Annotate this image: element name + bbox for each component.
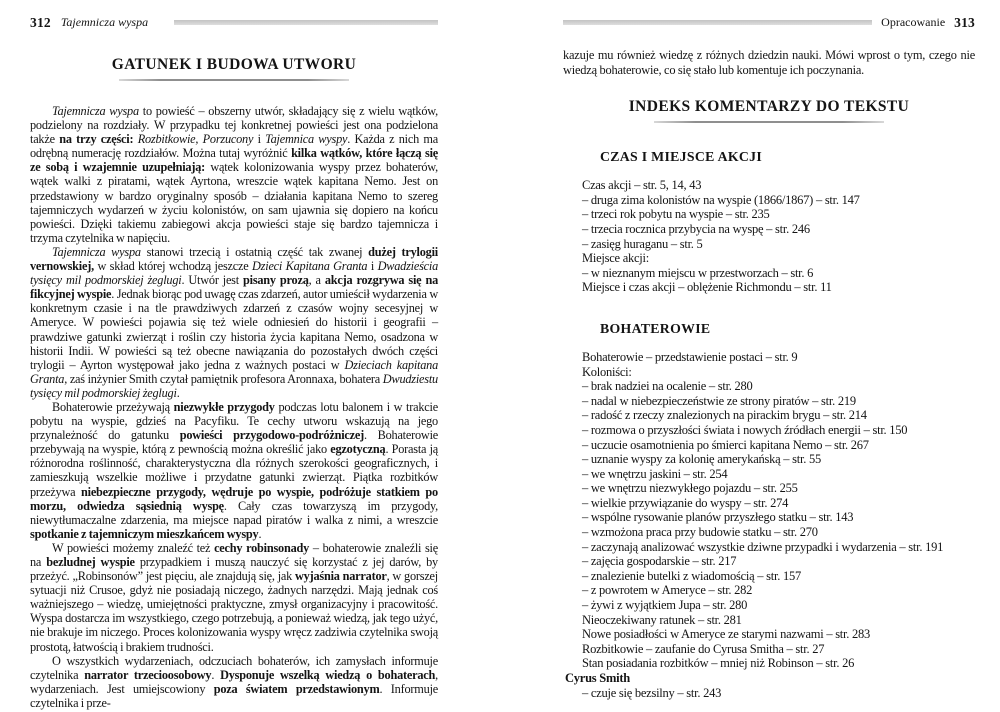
bold-text: spotkanie z tajemniczym mieszkańcem wyspy [30,526,259,541]
text-run: stanowi trzecią i ostatnią część tak zwanej [140,244,369,259]
index-entry: Stan posiadania rozbitków – mniej niż Robinson – str. 26 [582,656,855,671]
left-page [30,16,438,710]
index-entry: Rozbitkowie – zaufanie do Cyrusa Smitha – str. 27 [582,641,825,656]
right-section-title: INDEKS KOMENTARZY DO TEKSTU [628,98,910,116]
italic-text: Dwadzieścia tysięcy mil podmorskiej żeglugi [30,259,439,288]
index-entry: Nieoczekiwany ratunek – str. 281 [582,612,742,627]
bold-text: wyjaśnia narrator [295,569,387,584]
left-title-underline [119,79,349,81]
text-run: , w gorszej sytuacji niż Crusoe, gdyż nie posiadają niczego, żadnych narzędzi. Mają jednak coś ważniejszego – wiedzę, umiejętności praktyczne, zmysł organizacyjny i pracowitość. Wyspa dostarcza im wszystkiego, czego potrzebują, a ponieważ wiedzą, jak tego użyć, nie brakuje im niczego. Proces kolonizowania wyspy wręcz zadziwia czytelnika swoją prostotą, łatwością i brakiem trudności. [30,569,438,654]
text-run: . [176,385,180,400]
bold-text: dużej trylogii vernowskiej, [30,244,439,274]
bold-text: niebezpieczne przygody, wędruje po wyspie, podróżuje statkiem po morzu, odwiedza sąsiednią wyspę [30,484,438,513]
index-entry: – uznanie wyspy za kolonię amerykańską – str. 55 [582,452,821,467]
bold-text: poza światem przedstawionym [213,681,380,696]
index-entry: – trzeci rok pobytu na wyspie – str. 235 [582,207,770,222]
index-entry: – we wnętrzu niezwykłego pojazdu – str. 255 [582,481,798,496]
index-entry: – zasięg huraganu – str. 5 [582,236,703,251]
index-entry: – we wnętrzu jaskini – str. 254 [582,466,728,481]
bold-text: egzotyczną [330,442,386,457]
continuation-paragraph [563,48,975,77]
italic-text: Dzieci Kapitana Granta [252,259,368,274]
text-run: . [258,526,262,541]
text-run: . [211,667,221,682]
right-running-header [563,16,975,29]
index-entry: – trzecia rocznica przybycia na wyspę – str. 246 [582,221,810,236]
bold-text: bezludnej wyspie [46,555,135,569]
text-run: . Utwór jest [181,273,243,288]
text-run: kazuje mu również wiedzę z różnych dziedzin nauki. Mówi wprost o tym, czego nie wiedzą bohaterowie, co się stało lub komentuje ich poczynania. [563,48,975,77]
italic-text: Rozbitkowie, Porzucony [137,132,254,147]
text-run: i [253,132,266,147]
italic-text: Tajemnicza wyspa [52,104,139,118]
text-run: , a [308,273,325,288]
text-run: . Informuje czytelnika i prze- [30,681,438,710]
right-running-title: Opracowanie [881,15,946,29]
left-section-title: GATUNEK I BUDOWA UTWORU [111,56,357,73]
index-entry: – brak nadziei na ocalenie – str. 280 [582,379,753,394]
text-run: . Każda z nich ma odrębną numerację rozdziałów. Można tutaj wyróżnić [30,132,438,161]
text-run: Bohaterowie przeżywają [52,399,174,414]
right-title-underline [654,121,884,123]
left-header-rule-bar [174,20,438,25]
text-run: . Bohaterowie przebywają na wyspie, którą z pewnością można określić jako [30,428,439,457]
bold-text: na trzy części: [59,132,134,147]
index-entry: – rozmowa o przyszłości świata i nowych źródłach energii – str. 150 [582,422,908,437]
text-run: przypadkiem i muszą nauczyć się korzystać z jej darów, by przeżyć. „Robinsonów” jest pięciu, ale znajdują się, jak [30,555,438,584]
index-entry: – w nieznanym miejscu w przestworzach – str. 6 [582,265,814,280]
index-entry: – uczucie osamotnienia po śmierci kapitana Nemo – str. 267 [582,437,869,452]
text-run: , wydarzeniach. Jest umiejscowiony [30,667,438,696]
index-entry: Miejsce i czas akcji – oblężenie Richmondu – str. 11 [582,280,832,295]
left-page-number: 312 [30,14,51,30]
index-entry: – wielkie przywiązanie do wyspy – str. 274 [582,495,789,510]
index-character-heading: Cyrus Smith [565,671,630,685]
body-paragraph [30,245,438,400]
italic-text: Tajemnica wyspy [265,132,348,147]
right-header-rule-bar [563,20,872,25]
bold-text: powieści przygodowo-podróżniczej [179,428,364,443]
index-entry: Bohaterowie – przedstawienie postaci – str. 9 [582,349,798,364]
text-run: i [367,259,378,274]
body-paragraph [30,654,438,710]
index-entry: – z powrotem w Ameryce – str. 282 [582,583,753,598]
index-entry: – nadal w niebezpieczeństwie ze strony piratów – str. 219 [582,393,856,408]
text-run: wątek kolonizowania wyspy przez bohaterów, wątek walki z piratami, wątek Ayrtona, wreszcie wątek kapitana Nemo. Jest on przedstawiony w bardzo oryginalny sposób – działania kapitana Nemo to szereg tajemniczych wydarzeń w życiu kolonistów, on sam ujawnia się dopiero na końcu powieści. Dzięki takiemu zabiegowi akcja powieści staje się bardzo tajemnicza i trzyma czytelnika w napięciu. [30,160,439,245]
index-entry: – wspólne rysowanie planów przyszłego statku – str. 143 [582,510,854,525]
bold-text: kilka wątków, które łączą się ze sobą i wzajemnie uzupełniają: [30,146,438,175]
text-run: W powieści możemy znaleźć też [52,540,215,555]
index-section-heading: BOHATEROWIE [600,320,711,336]
left-body-text [30,104,438,710]
italic-text: Tajemnicza wyspa [52,244,141,259]
italic-text: Dwudziestu tysięcy mil podmorskiej żeglugi [30,371,438,400]
body-paragraph [30,541,438,654]
text-run: – bohaterowie znaleźli się na [30,540,438,569]
left-running-header [30,16,438,29]
bold-text: narrator trzecioosobowy [84,667,212,682]
index-section-heading: CZAS I MIEJSCE AKCJI [600,149,763,165]
index-entry: – czuje się bezsilny – str. 243 [582,685,722,700]
text-run: to powieść – obszerny utwór, składający się z wielu wątków, podzielony na rozdziały. W przypadku tej konkretnej powieści jest ona podzielona także [30,104,438,147]
bold-text: akcja rozgrywa się na fikcyjnej wyspie [30,273,438,302]
right-page [563,16,975,700]
index-entry: – żywi z wyjątkiem Jupa – str. 280 [582,598,748,613]
index-entry: – zajęcia gospodarskie – str. 217 [582,554,737,569]
text-run: . Porasta ją różnorodna roślinność, charakterystyczna dla różnych szerokości geograficznych, i zamieszkują wszelkie możliwe i przydatne gatunki zwierząt. Piątka rozbitków przeżywa [30,442,439,499]
italic-text: Dzieciach kapitana Granta [30,357,438,386]
left-running-title: Tajemnicza wyspa [60,15,149,29]
text-run: . Jednak biorąc pod uwagę czas zdarzeń, autor umieścił wydarzenia w konkretnym czasie i na tle prawdziwych zdarzeń z czasów wojny secesyjnej w Ameryce. W powieści pojawia się też wiele odniesień do historii i geografii – prawdziwe gatunki zwierząt i roślin czy historia życia kapitana Nemo, osadzona w historii Indii. W powieści są też obecne nawiązania do pozostałych dwóch części trylogii – Ayrton występował jako jedna z ważnych postaci w [30,287,438,372]
body-paragraph [30,104,438,245]
bold-text: pisany prozą [243,273,309,288]
bold-text: Dysponuje wszelką wiedzą o bohaterach [220,667,436,682]
index-entry: – znalezienie butelki z wiadomością – str. 157 [582,568,801,583]
index-entry: – druga zima kolonistów na wyspie (1866/1867) – str. 147 [582,192,860,207]
text-run: w skład której wchodzą jeszcze [93,259,253,274]
index-entry: Miejsce akcji: [582,251,649,266]
text-run: , zaś inżynier Smith czytał pamiętnik profesora Aronnaxa, bohatera [64,371,383,386]
right-page-number: 313 [954,14,975,30]
index-entry: Koloniści: [582,364,632,379]
body-paragraph [30,400,438,541]
text-run: podczas lotu balonem i w trakcie pobytu na wyspie, gdzieś na Pacyfiku. Te cechy utworu wskazują na jego przynależność do gatunku [30,399,438,443]
bold-text: cechy robinsonady [214,540,310,555]
index-entry: Nowe posiadłości w Ameryce ze starymi nazwami – str. 283 [582,627,871,642]
index-entry: Czas akcji – str. 5, 14, 43 [582,178,702,193]
text-run: O wszystkich wydarzeniach, odczuciach bohaterów, ich zamysłach informuje czytelnika [30,653,438,682]
text-run: . Cały czas towarzyszą im przygody, niewytłumaczalne zdarzenia, ma miejsce napad piratów i walka z nimi, a wreszcie [30,498,438,527]
bold-text: niezwykłe przygody [173,399,275,414]
index-entry: – zaczynają analizować wszystkie dziwne przypadki i wydarzenia – str. 191 [582,539,944,554]
index-entry: – radość z rzeczy znalezionych na pirackim brygu – str. 214 [582,408,867,423]
index-entry: – wzmożona praca przy budowie statku – str. 270 [582,525,818,540]
index-of-comments [563,149,975,700]
